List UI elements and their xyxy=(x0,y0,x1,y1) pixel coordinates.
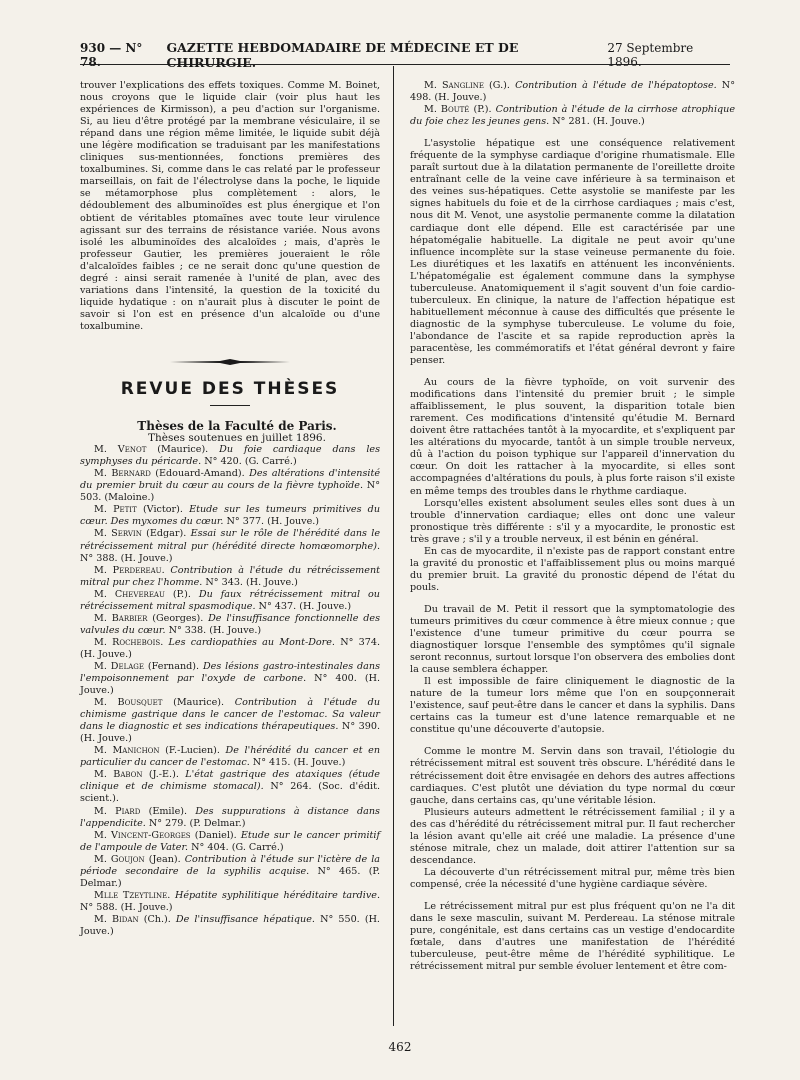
author-details: (P.). xyxy=(164,588,199,600)
thesis-title: Contribution à l'étude de la cirrhose atrophique du foie chez les jeunes gens. xyxy=(410,104,736,128)
thesis-title: Contribution à l'étude du chimisme gastrique dans le cancer de l'estomac. Sa valeur dans le diagnostic et ses indications thérapeutiques. xyxy=(80,697,380,733)
thesis-title: Contribution à l'étude du rétrécissement mitral pur chez l'homme. xyxy=(80,564,380,588)
header-journal-title: GAZETTE HEBDOMADAIRE DE MÉDECINE ET DE CHIRURGIE. xyxy=(166,40,519,70)
author-name: M. Vincent-Georges xyxy=(94,829,191,841)
thesis-title: Contribution à l'étude sur l'ictère de la période secondaire de la syphilis acquise. xyxy=(80,853,380,877)
thesis-title: Des altérations d'intensité du premier bruit du cœur au cours de la fièvre typhoïde. xyxy=(80,468,381,492)
thesis-reference: N° 281. (H. Jouve.) xyxy=(549,116,645,128)
author-details: (Daniel). xyxy=(190,829,241,841)
thesis-entry xyxy=(80,661,380,697)
header-issue-number: 930 — N° 78. xyxy=(80,41,143,69)
author-name: M. Perdereau xyxy=(94,564,162,576)
author-name: M. Bernard xyxy=(94,468,151,480)
thesis-list xyxy=(80,444,380,938)
thesis-reference: N° 390. (H. Jouve.) xyxy=(80,721,380,745)
thesis-entry xyxy=(80,468,380,504)
summary-paragraph: En cas de myocardite, il n'existe pas de rapport constant entre la gravité du pronostic et l'affaiblissement plus ou moins marqué du premier bruit. La gravité du pronostic dépend de l'état du pouls. xyxy=(410,545,735,593)
thesis-reference: N° 374. (H. Jouve.) xyxy=(80,636,381,660)
thesis-reference: N° 343. (H. Jouve.) xyxy=(202,576,298,588)
thesis-entry xyxy=(80,745,380,769)
thesis-title: Etude sur le cancer primitif de l'ampoule de Vater. xyxy=(80,829,380,853)
thesis-reference: N° 400. (H. Jouve.) xyxy=(80,673,380,697)
summary-paragraph: Du travail de M. Petit il ressort que la symptomatologie des tumeurs primitives du cœur commence à être mieux connue ; que l'existence d'une tumeur primitive du cœur pourra se diagnostiquer lorsque l'ensemble des symptômes qu'il signale seront reconnus, surtout lorsque l'on observera des embolies dont la cause semblera échapper. xyxy=(410,603,735,676)
thesis-reference: N° 437. (H. Jouve.) xyxy=(255,600,352,612)
author-details: (Maurice). xyxy=(162,697,235,709)
author-details: (F.-Lucien). xyxy=(159,745,226,757)
summary-paragraph: L'asystolie hépatique est une conséquence relativement fréquente de la symphyse cardiaque d'origine rhumatismale. Elle paraît surtout due à la dilatation permanente de l'oreillette droite entraînant celle de la veine cave inférieure à sa terminaison et des veines sus-hépatiques. Cette asystolie se manifeste par les signes habituels du foie et de la cirrhose cardiaques ; mais c'est, nous dit M. Venot, une asystolie permanente comme la dilatation cardiaque dont elle dépend. Elle est caractérisée par une hépatomégalie habituelle. La digitale ne peut avoir qu'une influence incomplète sur la stase veineuse permanente du foie. Les diurétiques et les laxatifs en atténuent les inconvénients. L'hépatomégalie est également commune dans la symphyse tuberculeuse. Anatomiquement il s'agit souvent d'un foie cardio-tuberculeux. En clinique, la nature de l'affection hépatique est habituellement méconnue à cause des difficultés que présente le diagnostic de la symphyse tuberculeuse. Le volume du foie, l'abondance de l'ascite et sa rapide reproduction après la paracentèse, les commémoratifs et l'état général devront y faire penser. xyxy=(410,138,735,367)
section-title: REVUE DES THÈSES xyxy=(120,378,340,399)
thesis-reference: N° 388. (H. Jouve.) xyxy=(80,552,173,564)
author-name: M. Bidan xyxy=(94,913,139,925)
author-name: M. Venot xyxy=(94,444,147,456)
author-details: (Fernand). xyxy=(144,660,203,672)
thesis-reference: N° 377. (H. Jouve.) xyxy=(223,516,320,528)
thesis-title: Hépatite syphilitique héréditaire tardive. xyxy=(175,889,380,901)
thesis-entry xyxy=(80,806,380,830)
author-details: (Maurice). xyxy=(146,444,220,456)
thesis-title: Etude sur les tumeurs primitives du cœur. Des myxomes du cœur. xyxy=(80,504,381,528)
thesis-title: Du faux rétrécissement mitral ou rétrécissement mitral spasmodique. xyxy=(80,588,380,612)
thesis-title: De l'insuffisance hépatique. xyxy=(175,913,315,925)
thesis-entry xyxy=(80,914,380,938)
thesis-entry xyxy=(410,104,735,128)
thesis-entry xyxy=(80,528,380,564)
author-name: M. Manichon xyxy=(94,745,160,757)
thesis-reference: N° 465. (P. Delmar.) xyxy=(80,865,380,889)
thesis-entry xyxy=(80,769,380,805)
thesis-reference: N° 588. (H. Jouve.) xyxy=(80,901,173,913)
thesis-reference: N° 415. (H. Jouve.) xyxy=(249,757,346,769)
summary-paragraph: La découverte d'un rétrécissement mitral pur, même très bien compensé, crée la nécessité d'une hygiène cardiaque sévère. xyxy=(410,866,735,890)
summary-paragraph: Le rétrécissement mitral pur est plus fréquent qu'on ne l'a dit dans le sexe masculin, suivant M. Perdereau. La sténose mitrale pure, congénitale, est dans certains cas un vestige d'endocardite fœtale, dans d'autres une manifestation de l'hérédité tuberculeuse, peut-être même de l'hérédité syphilitique. Le rétrécissement mitral pur semble évoluer lentement et être com- xyxy=(410,901,735,973)
author-details: (Emile). xyxy=(140,805,196,817)
author-details: (Georges). xyxy=(147,612,209,624)
thesis-reference: N° 550. (H. Jouve.) xyxy=(80,913,380,937)
body-paragraph: trouver l'explications des effets toxiques. Comme M. Boinet, nous croyons que le liquide clair (voir plus haut les expériences de Kirmisson), a peu d'action sur l'organisme. Si, au lieu d'être protégé par la membrane vésiculaire, il se répand dans une région même limitée, le liquide subit déjà une légère modification se traduisant par les manifestations cliniques sus-mentionnées, fonctions premières des toxalbumines. Si, comme dans le cas relaté par le professeur marseillais, on fait de l'électrolyse dans la poche, le liquide se métamorphose plus complètement : alors, le dédoublement des albuminoïdes est plus énergique et l'on obtient de véritables ptomaïnes avec toute leur virulence agissant sur des terrains de résistance variée. Nous avons isolé les albuminoïdes des alcaloïdes ; mais, d'après le professeur Gautier, les premières joueraient le rôle d'alcaloïdes faibles ; ce ne serait donc qu'une question de degré : ainsi serait ramenée à l'unité de plan, avec des variations dans l'intensité, la question de la toxicité du liquide hydatique : on n'aurait plus à discuter le point de savoir si l'on est en présence d'un alcaloïde ou d'une toxalbumine. xyxy=(80,80,380,332)
thesis-title: Des lésions gastro-intestinales dans l'empoisonnement par l'oxyde de carbone. xyxy=(80,660,380,685)
summary-paragraph: Comme le montre M. Servin dans son travail, l'étiologie du rétrécissement mitral est souvent très obscure. L'hérédité dans le rétrécissement doit être envisagée en dehors des autres affections cardiaques. C'est plutôt une déviation du type normal du cœur gauche, dans certains cas, qu'une véritable lésion. xyxy=(410,746,735,806)
thesis-entry xyxy=(80,613,380,637)
section-subtitle: Thèses de la Faculté de Paris. xyxy=(137,419,337,434)
author-name: M. Servin xyxy=(94,528,142,540)
thesis-title: Des suppurations à distance dans l'appendicite. xyxy=(80,805,380,829)
thesis-title: Du foie cardiaque dans les symphyses du péricarde. xyxy=(80,444,380,468)
thesis-title: Contribution à l'étude de l'hépatoptose. xyxy=(515,80,717,91)
thesis-entry xyxy=(80,444,380,468)
author-details: (Jean). xyxy=(144,853,185,865)
thesis-reference: N° 498. (H. Jouve.) xyxy=(410,80,735,104)
summary-paragraph: Lorsqu'elles existent absolument seules elles sont dues à un trouble d'innervation cardiaque; elles ont donc une valeur pronostique très différente : s'il y a myocardite, le pronostic est très grave ; s'il y a trouble nerveux, il est bénin en général. xyxy=(410,497,735,545)
author-details: . xyxy=(160,636,169,648)
thesis-entry xyxy=(80,697,380,745)
author-name: M. Goujon xyxy=(94,853,145,865)
thesis-title: Les cardiopathies au Mont-Dore. xyxy=(168,636,335,648)
summary-paragraph: Au cours de la fièvre typhoïde, on voit survenir des modifications dans l'intensité du premier bruit ; le simple affaiblissement, le plus souvent, la disparition totale bien rarement. Ces modifications d'intensité qu'étudie M. Bernard doivent être rattachées tantôt à la myocardite, et s'expliquent par les altérations du myocarde, tantôt à un simple trouble nerveux, dû à l'action du poison typhique sur l'appareil d'innervation du cœur. On doit les rattacher à la myocardite, si elles sont accompagnées d'altérations du pouls, à plus forte raison s'il existe en même temps des troubles dans le rhythme cardiaque. xyxy=(410,377,735,497)
author-name: M. Babon xyxy=(94,769,143,781)
left-column xyxy=(80,80,380,938)
author-name: M. Bousquet xyxy=(94,697,163,709)
column-divider xyxy=(393,66,394,1026)
thesis-entry xyxy=(80,854,380,890)
thesis-entry xyxy=(80,589,380,613)
author-details: (G.). xyxy=(483,80,516,91)
decorative-separator xyxy=(170,357,290,367)
author-details: (Victor). xyxy=(136,504,190,516)
author-name: M. Rochebois xyxy=(94,636,161,648)
author-name: M. Petit xyxy=(94,504,137,516)
thesis-title: De l'hérédité du cancer et en particulier du cancer de l'estomac. xyxy=(80,745,380,769)
author-details: (J.-E.). xyxy=(142,769,186,781)
thesis-entry xyxy=(80,637,380,661)
thesis-reference: N° 420. (G. Carré.) xyxy=(201,456,297,468)
thesis-entry xyxy=(80,890,380,914)
thesis-reference: N° 338. (H. Jouve.) xyxy=(165,624,262,636)
author-name: M. Piard xyxy=(94,805,141,817)
header-date: 27 Septembre 1896. xyxy=(607,41,694,69)
title-underline xyxy=(210,405,250,406)
author-name: M. Chevereau xyxy=(94,588,165,600)
author-details: . xyxy=(167,889,175,901)
author-details: (P.). xyxy=(469,104,496,116)
author-details: (Edouard-Amand). xyxy=(150,468,250,480)
thesis-title: De l'insuffisance fonctionnelle des valvules du cœur. xyxy=(80,612,381,636)
summary-paragraph: Plusieurs auteurs admettent le rétrécissement familial ; il y a des cas d'hérédité du rétrécissement mitral pur. Il faut rechercher la lésion avant qu'elle ait créé une maladie. La présence d'une sténose mitrale, chez un malade, doit attirer l'attention sur sa descendance. xyxy=(410,806,735,866)
page-number: 462 xyxy=(388,1040,412,1054)
author-details: (Edgar). xyxy=(141,528,191,540)
author-details: (Ch.). xyxy=(138,913,176,925)
thesis-entry xyxy=(80,565,380,589)
thesis-reference: N° 404. (G. Carré.) xyxy=(188,841,284,853)
thesis-entry xyxy=(80,504,380,528)
thesis-reference: N° 279. (P. Delmar.) xyxy=(145,817,246,829)
author-details: . xyxy=(161,564,171,576)
author-name: M. Barbier xyxy=(94,612,148,624)
author-name: M. Bouté xyxy=(424,104,470,116)
thesis-entry xyxy=(410,80,735,104)
author-name: Mlle Tzeytline xyxy=(94,889,168,901)
section-subsubtitle: Thèses soutenues en juillet 1896. xyxy=(148,432,326,445)
right-column xyxy=(410,80,735,973)
summary-paragraph: Il est impossible de faire cliniquement le diagnostic de la nature de la tumeur lors même que l'on en soupçonnerait l'existence, sauf peut-être dans le cancer et dans la syphilis. Dans certains cas la tumeur est d'une latence remarquable et ne constitue qu'une découverte d'autopsie. xyxy=(410,676,735,736)
thesis-title: L'état gastrique des ataxiques (étude clinique et de chimisme stomacal). xyxy=(80,769,380,793)
page-header xyxy=(80,40,730,70)
thesis-reference: N° 264. (Soc. d'édit. scient.). xyxy=(80,781,380,805)
thesis-entry xyxy=(80,830,380,854)
thesis-reference: N° 503. (Maloine.) xyxy=(80,480,380,504)
thesis-title: Essai sur le rôle de l'hérédité dans le rétrécissement mitral pur (hérédité directe homœomorphe). xyxy=(80,528,380,552)
author-name: M. Delage xyxy=(94,660,144,672)
author-name: M. Sangline xyxy=(424,80,484,91)
